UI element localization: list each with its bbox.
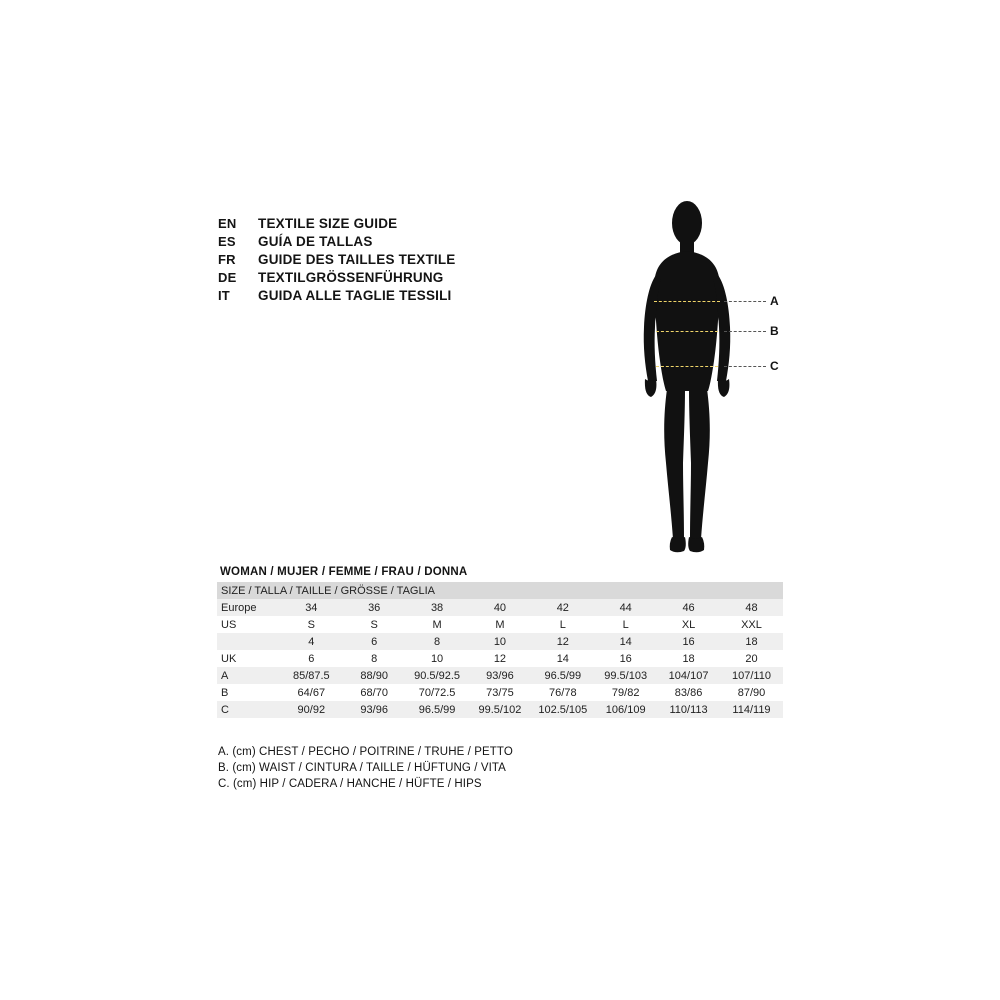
- cell: 20: [720, 650, 783, 667]
- cell: 34: [280, 599, 343, 616]
- table-row: [217, 701, 783, 718]
- row-label-europe: Europe: [217, 599, 280, 616]
- row-label-us-numeric: [217, 633, 280, 650]
- legend-line-b: B. (cm) WAIST / CINTURA / TAILLE / HÜFTUNG / VITA: [218, 762, 506, 774]
- cell: 99.5/102: [469, 701, 532, 718]
- cell: 6: [280, 650, 343, 667]
- cell: 64/67: [280, 684, 343, 701]
- cell: 18: [720, 633, 783, 650]
- cell: 36: [343, 599, 406, 616]
- title-text-en: TEXTILE SIZE GUIDE: [258, 216, 398, 231]
- cell: 44: [594, 599, 657, 616]
- title-text-it: GUIDA ALLE TAGLIE TESSILI: [258, 288, 452, 303]
- table-row: [217, 667, 783, 684]
- size-table: [217, 582, 783, 718]
- row-label-uk: UK: [217, 650, 280, 667]
- row-label-c: C: [217, 701, 280, 718]
- cell: 85/87.5: [280, 667, 343, 684]
- table-header-row: [217, 582, 783, 599]
- title-row: [218, 269, 558, 287]
- cell: XXL: [720, 616, 783, 633]
- cell: 87/90: [720, 684, 783, 701]
- table-row: [217, 616, 783, 633]
- legend-block: [218, 744, 638, 792]
- cell: 107/110: [720, 667, 783, 684]
- cell: 40: [469, 599, 532, 616]
- table-row: [217, 650, 783, 667]
- cell: 83/86: [657, 684, 720, 701]
- female-body-figure: [630, 195, 810, 575]
- cell: 8: [343, 650, 406, 667]
- cell: 10: [406, 650, 469, 667]
- title-lang-en: EN: [218, 216, 237, 231]
- cell: 73/75: [469, 684, 532, 701]
- measure-line-b-body: [656, 331, 718, 332]
- row-label-us: US: [217, 616, 280, 633]
- cell: 68/70: [343, 684, 406, 701]
- table-row: [217, 633, 783, 650]
- cell: 46: [657, 599, 720, 616]
- measure-line-c-body: [656, 366, 718, 367]
- cell: 104/107: [657, 667, 720, 684]
- cell: 6: [343, 633, 406, 650]
- cell: 4: [280, 633, 343, 650]
- title-lang-it: IT: [218, 288, 230, 303]
- cell: 38: [406, 599, 469, 616]
- cell: 76/78: [531, 684, 594, 701]
- cell: 12: [531, 633, 594, 650]
- cell: 102.5/105: [531, 701, 594, 718]
- table-column-heading: SIZE / TALLA / TAILLE / GRÖSSE / TAGLIA: [217, 582, 783, 599]
- cell: 90.5/92.5: [406, 667, 469, 684]
- female-silhouette-icon: [630, 195, 810, 575]
- cell: L: [594, 616, 657, 633]
- title-row: [218, 233, 558, 251]
- title-text-de: TEXTILGRÖSSENFÜHRUNG: [258, 270, 444, 285]
- cell: 99.5/103: [594, 667, 657, 684]
- title-row: [218, 251, 558, 269]
- measure-line-c-leader: [724, 366, 766, 367]
- cell: 42: [531, 599, 594, 616]
- measure-label-c: C: [770, 359, 779, 373]
- cell: 96.5/99: [531, 667, 594, 684]
- cell: 93/96: [343, 701, 406, 718]
- cell: 110/113: [657, 701, 720, 718]
- measure-line-a-leader: [724, 301, 766, 302]
- cell: M: [406, 616, 469, 633]
- cell: 70/72.5: [406, 684, 469, 701]
- cell: 16: [594, 650, 657, 667]
- title-row: [218, 215, 558, 233]
- cell: 14: [594, 633, 657, 650]
- cell: 90/92: [280, 701, 343, 718]
- measure-label-a: A: [770, 294, 779, 308]
- measure-line-a-body: [654, 301, 720, 302]
- cell: 79/82: [594, 684, 657, 701]
- cell: 96.5/99: [406, 701, 469, 718]
- cell: 16: [657, 633, 720, 650]
- measure-label-b: B: [770, 324, 779, 338]
- title-block: [218, 215, 558, 305]
- row-label-b: B: [217, 684, 280, 701]
- cell: L: [531, 616, 594, 633]
- table-row: [217, 684, 783, 701]
- row-label-a: A: [217, 667, 280, 684]
- measure-line-b-leader: [724, 331, 766, 332]
- legend-line-a: A. (cm) CHEST / PECHO / POITRINE / TRUHE / PETTO: [218, 746, 513, 758]
- cell: M: [469, 616, 532, 633]
- cell: S: [280, 616, 343, 633]
- cell: 106/109: [594, 701, 657, 718]
- title-row: [218, 287, 558, 305]
- cell: 10: [469, 633, 532, 650]
- cell: 18: [657, 650, 720, 667]
- cell: 14: [531, 650, 594, 667]
- title-text-es: GUÍA DE TALLAS: [258, 234, 373, 249]
- title-lang-es: ES: [218, 234, 236, 249]
- cell: S: [343, 616, 406, 633]
- cell: 93/96: [469, 667, 532, 684]
- cell: 88/90: [343, 667, 406, 684]
- table-row: [217, 599, 783, 616]
- cell: 8: [406, 633, 469, 650]
- size-table-block: [217, 566, 783, 718]
- cell: 114/119: [720, 701, 783, 718]
- cell: 12: [469, 650, 532, 667]
- title-text-fr: GUIDE DES TAILLES TEXTILE: [258, 252, 456, 267]
- legend-line-c: C. (cm) HIP / CADERA / HANCHE / HÜFTE / HIPS: [218, 778, 482, 790]
- cell: XL: [657, 616, 720, 633]
- cell: 48: [720, 599, 783, 616]
- title-lang-fr: FR: [218, 252, 236, 267]
- table-group-heading: WOMAN / MUJER / FEMME / FRAU / DONNA: [220, 566, 468, 578]
- title-lang-de: DE: [218, 270, 237, 285]
